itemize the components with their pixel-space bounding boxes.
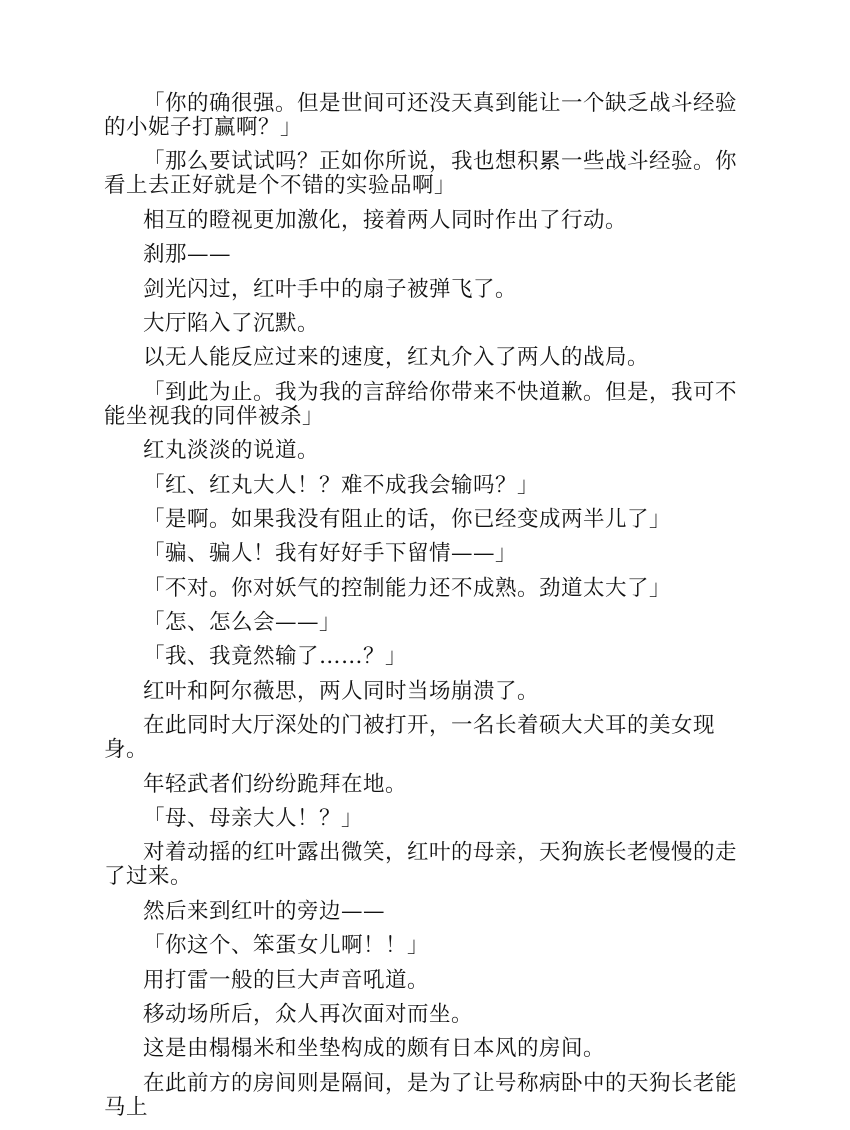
paragraph: 「你这个、笨蛋女儿啊！！」: [143, 933, 430, 959]
paragraph: 「我、我竟然输了……？」: [143, 644, 408, 670]
paragraph: 在此同时大厅深处的门被打开，一名长着硕大犬耳的美女现身。: [104, 713, 716, 763]
paragraph: 用打雷一般的巨大声音吼道。: [143, 967, 430, 993]
paragraph: 「不对。你对妖气的控制能力还不成熟。劲道太大了」: [143, 575, 672, 601]
paragraph: 「到此为止。我为我的言辞给你带来不快道歉。但是，我可不能坐视我的同伴被杀」: [104, 379, 738, 429]
paragraph: 移动场所后，众人再次面对而坐。: [143, 1001, 474, 1027]
paragraph: 「怎、怎么会——」: [143, 610, 342, 636]
paragraph: 对着动摇的红叶露出微笑，红叶的母亲，天狗族长老慢慢的走了过来。: [104, 840, 738, 890]
paragraph: 年轻武者们纷纷跪拜在地。: [143, 771, 408, 797]
paragraph: 红叶和阿尔薇思，两人同时当场崩溃了。: [143, 678, 540, 704]
paragraph: 在此前方的房间则是隔间，是为了让号称病卧中的天狗长老能马上: [104, 1070, 738, 1120]
paragraph: 大厅陷入了沉默。: [143, 310, 320, 336]
paragraph: 「骗、骗人！我有好好手下留情——」: [143, 541, 518, 567]
paragraph: 红丸淡淡的说道。: [143, 438, 320, 464]
paragraph: 相互的瞪视更加激化，接着两人同时作出了行动。: [143, 207, 628, 233]
paragraph: 「是啊。如果我没有阻止的话，你已经变成两半儿了」: [143, 506, 672, 532]
paragraph: 剑光闪过，红叶手中的扇子被弹飞了。: [143, 276, 518, 302]
paragraph: 「红、红丸大人！？难不成我会输吗？」: [143, 472, 540, 498]
paragraph: 然后来到红叶的旁边——: [143, 898, 386, 924]
paragraph: 以无人能反应过来的速度，红丸介入了两人的战局。: [143, 345, 650, 371]
paragraph: 「那么要试试吗？正如你所说，我也想积累一些战斗经验。你看上去正好就是个不错的实验品啊」: [104, 149, 738, 199]
paragraph: 这是由榻榻米和坐垫构成的颇有日本风的房间。: [143, 1036, 606, 1062]
paragraph: 刹那——: [143, 242, 232, 268]
paragraph: 「你的确很强。但是世间可还没天真到能让一个缺乏战斗经验的小妮子打赢啊？」: [104, 91, 738, 140]
paragraph: 「母、母亲大人！？」: [143, 806, 364, 832]
body-text: [104, 92, 747, 1130]
